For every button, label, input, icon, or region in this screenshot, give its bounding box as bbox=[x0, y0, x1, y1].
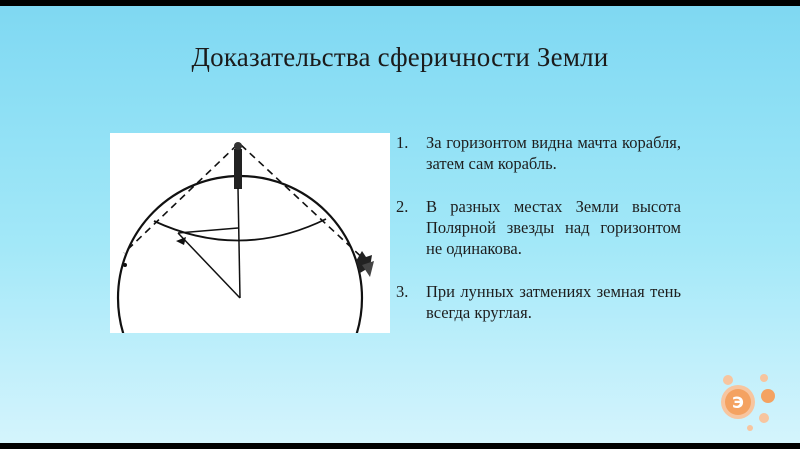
earth-diagram-svg bbox=[110, 133, 390, 333]
logo-icon bbox=[716, 368, 780, 432]
logo-dot-2 bbox=[760, 374, 768, 382]
evidence-list bbox=[396, 132, 681, 345]
earth-circle bbox=[118, 176, 362, 333]
item-number: 1. bbox=[396, 133, 409, 152]
item-number: 2. bbox=[396, 197, 409, 216]
horizon-arc bbox=[154, 219, 326, 241]
tangent-line-right bbox=[241, 145, 368, 263]
logo-dot-5 bbox=[747, 425, 753, 431]
mast-top bbox=[234, 142, 242, 150]
slide-title: Доказательства сферичности Земли bbox=[191, 42, 609, 72]
left-point bbox=[123, 263, 127, 267]
radius-vertical bbox=[238, 188, 240, 298]
chord-line bbox=[178, 228, 238, 233]
tangent-line-left bbox=[124, 145, 237, 253]
observer-marker bbox=[176, 237, 186, 245]
logo-dot-4 bbox=[759, 413, 769, 423]
logo-glyph: Э bbox=[732, 393, 744, 412]
logo-dot-1 bbox=[723, 375, 733, 385]
earth-curvature-illustration bbox=[110, 133, 390, 333]
item-number: 3. bbox=[396, 282, 409, 301]
item-text: При лунных затмениях земная тень всегда круглая. bbox=[426, 282, 681, 322]
list-item bbox=[396, 132, 681, 174]
slide bbox=[0, 6, 800, 443]
radius-diagonal bbox=[178, 233, 240, 298]
list-item bbox=[396, 281, 681, 323]
mast-tower bbox=[234, 149, 242, 189]
item-text: В разных местах Земли высота Полярной звезды над горизонтом не одинакова. bbox=[426, 197, 681, 258]
logo-dot-3 bbox=[761, 389, 775, 403]
channel-logo bbox=[716, 368, 780, 432]
item-text: За горизонтом видна мачта корабля, затем сам корабль. bbox=[426, 133, 681, 173]
list-item bbox=[396, 196, 681, 259]
